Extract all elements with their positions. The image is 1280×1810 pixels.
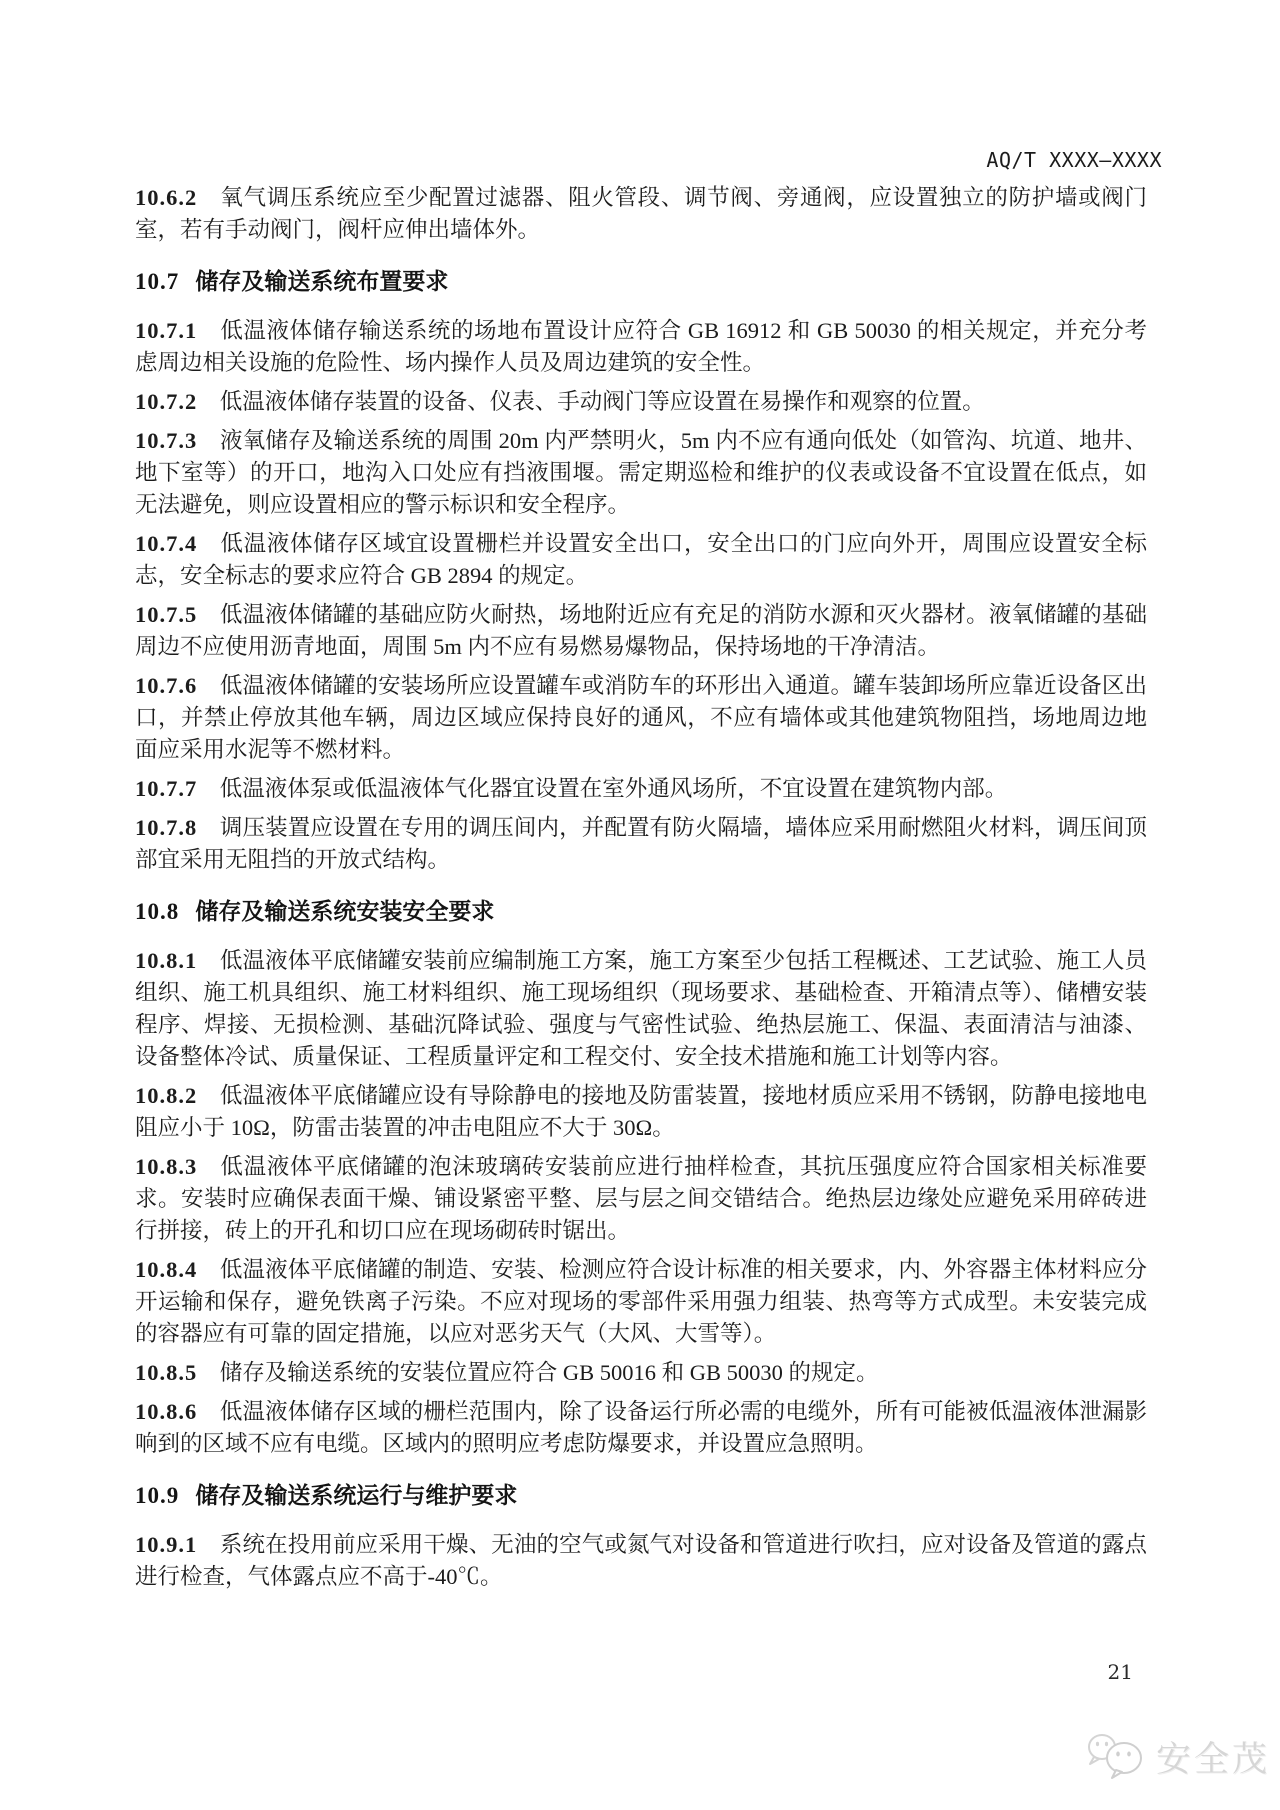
clause-text: 低温液体储罐的基础应防火耐热，场地附近应有充足的消防水源和灭火器材。液氧储罐的基础周边不应使用沥青地面，周围 5m 内不应有易燃易爆物品，保持场地的干净清洁。 [135,602,1147,659]
clause-paragraph [135,315,1147,379]
section-heading [135,1480,1147,1512]
clause-paragraph [135,1357,1147,1389]
clause-text: 氧气调压系统应至少配置过滤器、阻火管段、调节阀、旁通阀，应设置独立的防护墙或阀门室，若有手动阀门，阀杆应伸出墙体外。 [135,185,1147,242]
clause-text: 低温液体储罐的安装场所应设置罐车或消防车的环形出入通道。罐车装卸场所应靠近设备区出口，并禁止停放其他车辆，周边区域应保持良好的通风，不应有墙体或其他建筑物阻挡，场地周边地面应采用水泥等不燃材料。 [135,673,1147,762]
clause-number: 10.7.6 [135,673,198,698]
clause-text: 调压装置应设置在专用的调压间内，并配置有防火隔墙，墙体应采用耐燃阻火材料，调压间顶部宜采用无阻挡的开放式结构。 [135,815,1147,872]
page-number: 21 [1107,1660,1133,1684]
clause-text: 低温液体储存区域宜设置栅栏并设置安全出口，安全出口的门应向外开，周围应设置安全标志，安全标志的要求应符合 GB 2894 的规定。 [135,531,1147,588]
clause-number: 10.8.6 [135,1399,198,1424]
clause-paragraph [135,1151,1147,1247]
clause-paragraph [135,528,1147,592]
clause-paragraph [135,812,1147,876]
clause-number: 10.7 [135,269,180,294]
clause-paragraph [135,386,1147,418]
clause-text: 低温液体泵或低温液体气化器宜设置在室外通风场所，不宜设置在建筑物内部。 [219,776,1008,801]
section-heading [135,266,1147,298]
clause-text: 低温液体平底储罐的泡沫玻璃砖安装前应进行抽样检查，其抗压强度应符合国家相关标准要求。安装时应确保表面干燥、铺设紧密平整、层与层之间交错结合。绝热层边缘处应避免采用碎砖进行拼接，砖上的开孔和切口应在现场砌砖时锯出。 [135,1154,1147,1243]
clause-paragraph [135,945,1147,1073]
clause-paragraph [135,1529,1147,1593]
clause-text: 低温液体储存装置的设备、仪表、手动阀门等应设置在易操作和观察的位置。 [219,389,985,414]
clause-text: 储存及输送系统运行与维护要求 [195,1483,518,1508]
clause-paragraph [135,773,1147,805]
clause-number: 10.9.1 [135,1532,198,1557]
clause-paragraph [135,599,1147,663]
wechat-bubbles-icon [1086,1732,1148,1782]
clause-number: 10.7.7 [135,776,198,801]
clause-paragraph [135,1396,1147,1460]
clause-number: 10.8.1 [135,948,198,973]
document-body [135,182,1147,1600]
watermark-text: 安全茂 [1155,1740,1270,1779]
section-heading [135,896,1147,928]
clause-paragraph [135,670,1147,766]
clause-text: 低温液体平底储罐应设有导除静电的接地及防雷装置，接地材质应采用不锈钢，防静电接地电阻应小于 10Ω，防雷击装置的冲击电阻应不大于 30Ω。 [135,1083,1147,1140]
clause-number: 10.6.2 [135,185,198,210]
document-standard-number: AQ/T XXXX—XXXX [986,148,1162,172]
clause-text: 储存及输送系统布置要求 [195,269,449,294]
clause-number: 10.7.5 [135,602,198,627]
clause-paragraph [135,1080,1147,1144]
clause-number: 10.8.2 [135,1083,198,1108]
clause-text: 低温液体平底储罐的制造、安装、检测应符合设计标准的相关要求，内、外容器主体材料应分开运输和保存，避免铁离子污染。不应对现场的零部件采用强力组装、热弯等方式成型。未安装完成的容器应有可靠的固定措施，以应对恶劣天气（大风、大雪等）。 [135,1257,1147,1346]
clause-number: 10.7.2 [135,389,198,414]
clause-text: 低温液体平底储罐安装前应编制施工方案，施工方案至少包括工程概述、工艺试验、施工人员组织、施工机具组织、施工材料组织、施工现场组织（现场要求、基础检查、开箱清点等）、储槽安装程序、焊接、无损检测、基础沉降试验、强度与气密性试验、绝热层施工、保温、表面清洁与油漆、设备整体冷试、质量保证、工程质量评定和工程交付、安全技术措施和施工计划等内容。 [135,948,1147,1069]
clause-paragraph [135,1254,1147,1350]
clause-number: 10.8.3 [135,1154,198,1179]
clause-text: 储存及输送系统安装安全要求 [195,899,495,924]
clause-text: 液氧储存及输送系统的周围 20m 内严禁明火，5m 内不应有通向低处（如管沟、坑道、地井、地下室等）的开口，地沟入口处应有挡液围堰。需定期巡检和维护的仪表或设备不宜设置在低点，如无法避免，则应设置相应的警示标识和安全程序。 [135,428,1147,517]
clause-paragraph [135,425,1147,521]
clause-paragraph [135,182,1147,246]
clause-number: 10.8.5 [135,1360,198,1385]
clause-text: 系统在投用前应采用干燥、无油的空气或氮气对设备和管道进行吹扫，应对设备及管道的露点进行检查，气体露点应不高于-40℃。 [135,1532,1147,1589]
clause-number: 10.7.8 [135,815,198,840]
clause-number: 10.7.4 [135,531,198,556]
watermark [1086,1732,1270,1782]
clause-number: 10.7.3 [135,428,198,453]
clause-number: 10.8 [135,899,180,924]
clause-text: 储存及输送系统的安装位置应符合 GB 50016 和 GB 50030 的规定。 [219,1360,879,1385]
clause-number: 10.7.1 [135,318,198,343]
clause-number: 10.9 [135,1483,180,1508]
clause-number: 10.8.4 [135,1257,198,1282]
clause-text: 低温液体储存输送系统的场地布置设计应符合 GB 16912 和 GB 50030 的相关规定，并充分考虑周边相关设施的危险性、场内操作人员及周边建筑的安全性。 [135,318,1147,375]
clause-text: 低温液体储存区域的栅栏范围内，除了设备运行所必需的电缆外，所有可能被低温液体泄漏影响到的区域不应有电缆。区域内的照明应考虑防爆要求，并设置应急照明。 [135,1399,1147,1456]
